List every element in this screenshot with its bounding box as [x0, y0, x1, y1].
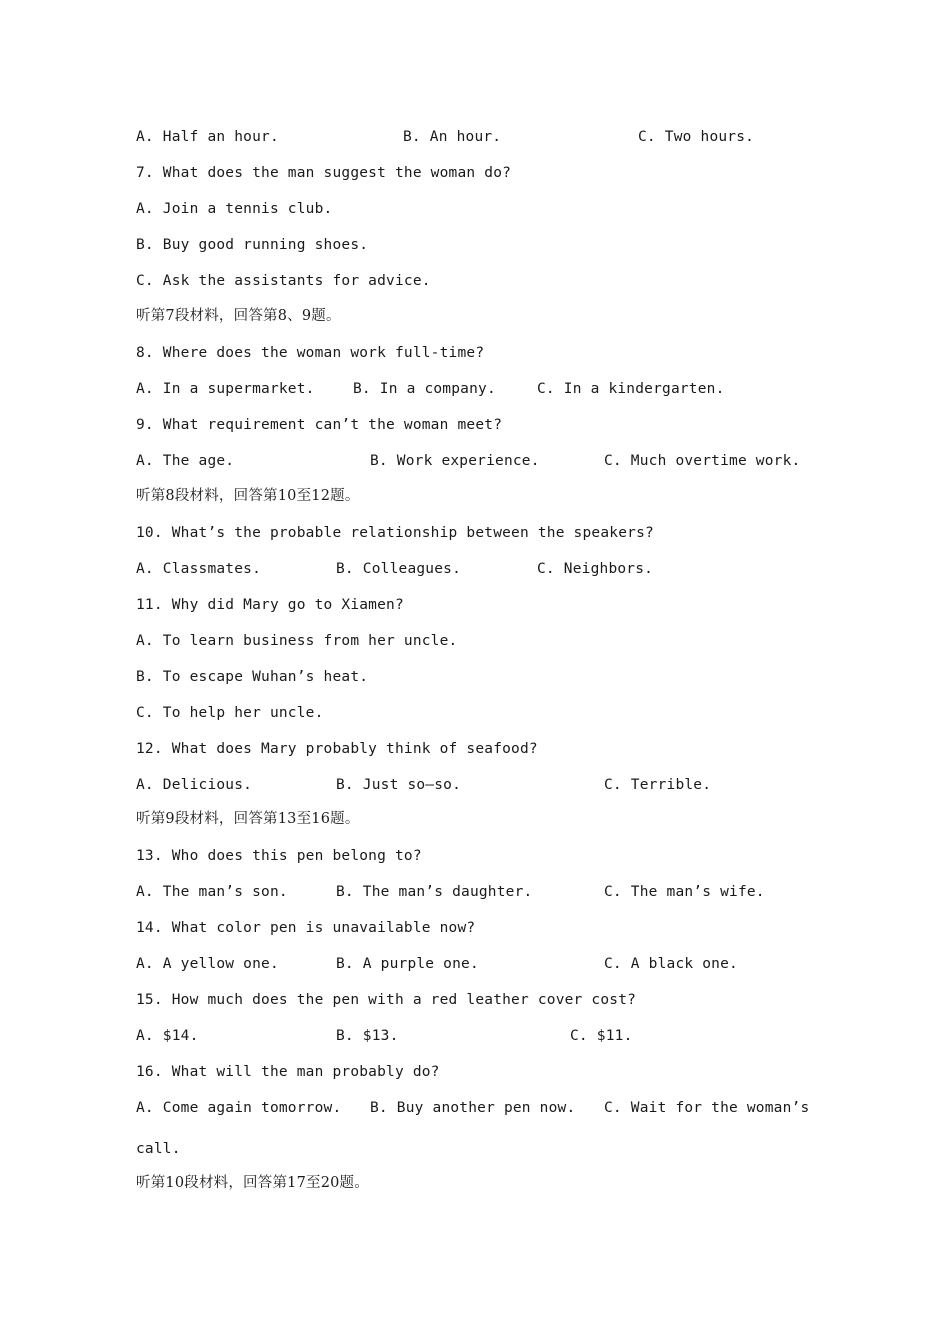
section-heading-9: 听第9段材料，回答第13至16题。 — [136, 811, 360, 827]
option-b-q9: B. Work experience. — [370, 453, 540, 469]
question-16: 16. What will the man probably do? — [136, 1064, 440, 1080]
question-12: 12. What does Mary probably think of seafood? — [136, 741, 538, 757]
section-heading-8: 听第8段材料，回答第10至12题。 — [136, 488, 360, 504]
question-10: 10. What’s the probable relationship between the speakers? — [136, 525, 654, 541]
option-c-q16-continuation: call. — [136, 1141, 181, 1157]
option-c-q8: C. In a kindergarten. — [537, 381, 725, 397]
option-c-q13: C. The man’s wife. — [604, 884, 765, 900]
option-b-q16: B. Buy another pen now. — [370, 1100, 576, 1116]
option-b-q7: B. Buy good running shoes. — [136, 237, 369, 253]
question-9: 9. What requirement can’t the woman meet? — [136, 417, 503, 433]
option-c-q15: C. $11. — [570, 1028, 633, 1044]
option-b-q8: B. In a company. — [353, 381, 496, 397]
option-b-q10: B. Colleagues. — [336, 561, 462, 577]
option-b-q11: B. To escape Wuhan’s heat. — [136, 669, 369, 685]
section-heading-10: 听第10段材料，回答第17至20题。 — [136, 1175, 369, 1191]
option-c-q12: C. Terrible. — [604, 777, 712, 793]
question-8: 8. Where does the woman work full-time? — [136, 345, 485, 361]
option-c-q16: C. Wait for the woman’s — [604, 1100, 810, 1116]
option-c-q14: C. A black one. — [604, 956, 738, 972]
option-b-q15: B. $13. — [336, 1028, 399, 1044]
option-b-q6: B. An hour. — [403, 129, 502, 145]
question-13: 13. Who does this pen belong to? — [136, 848, 422, 864]
option-c-q11: C. To help her uncle. — [136, 705, 324, 721]
option-a-q7: A. Join a tennis club. — [136, 201, 333, 217]
option-c-q7: C. Ask the assistants for advice. — [136, 273, 431, 289]
option-a-q8: A. In a supermarket. — [136, 381, 315, 397]
option-c-q10: C. Neighbors. — [537, 561, 654, 577]
option-a-q14: A. A yellow one. — [136, 956, 279, 972]
option-a-q6: A. Half an hour. — [136, 129, 279, 145]
option-a-q9: A. The age. — [136, 453, 235, 469]
option-a-q12: A. Delicious. — [136, 777, 253, 793]
section-heading-7: 听第7段材料，回答第8、9题。 — [136, 308, 341, 324]
option-a-q16: A. Come again tomorrow. — [136, 1100, 342, 1116]
question-11: 11. Why did Mary go to Xiamen? — [136, 597, 404, 613]
question-15: 15. How much does the pen with a red leather cover cost? — [136, 992, 637, 1008]
option-b-q13: B. The man’s daughter. — [336, 884, 533, 900]
option-c-q6: C. Two hours. — [638, 129, 755, 145]
option-a-q13: A. The man’s son. — [136, 884, 288, 900]
option-b-q12: B. Just so—so. — [336, 777, 462, 793]
option-a-q10: A. Classmates. — [136, 561, 262, 577]
question-7: 7. What does the man suggest the woman do? — [136, 165, 512, 181]
option-c-q9: C. Much overtime work. — [604, 453, 801, 469]
option-a-q11: A. To learn business from her uncle. — [136, 633, 458, 649]
option-a-q15: A. $14. — [136, 1028, 199, 1044]
question-14: 14. What color pen is unavailable now? — [136, 920, 476, 936]
option-b-q14: B. A purple one. — [336, 956, 479, 972]
